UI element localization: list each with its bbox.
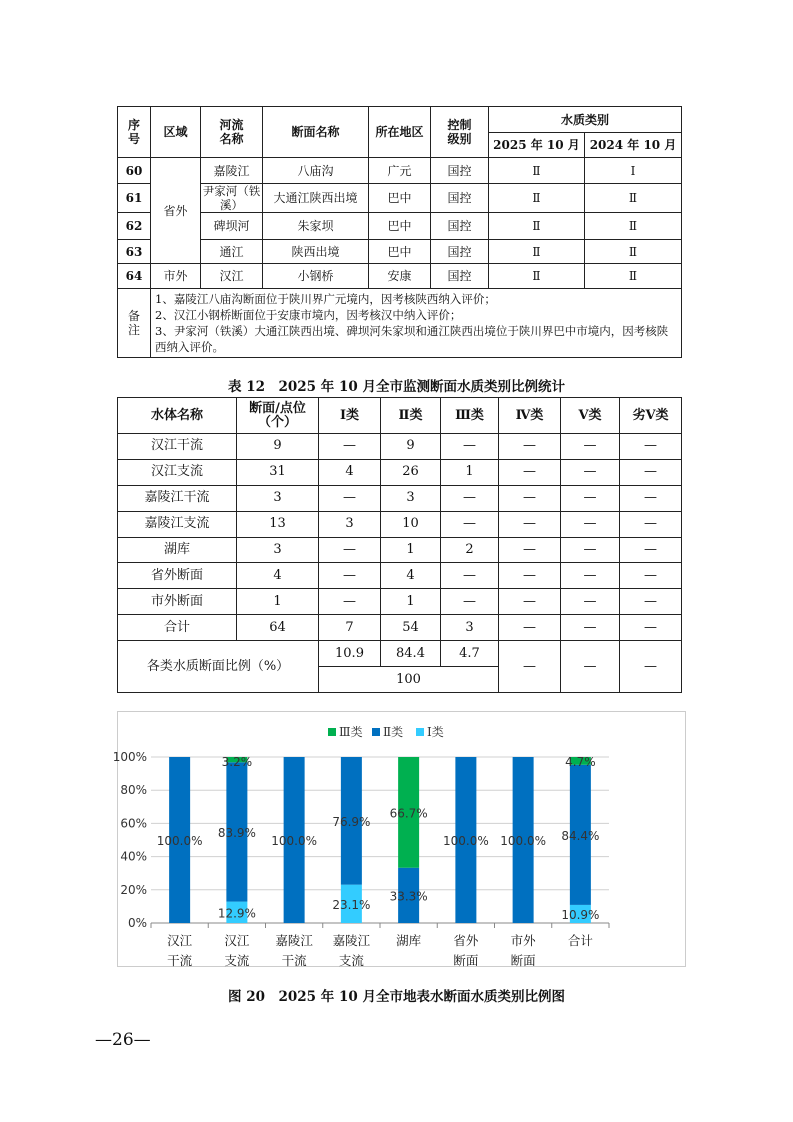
notes <box>151 289 682 358</box>
cell: 3 <box>237 537 319 563</box>
header-level: 控制级别 <box>431 107 489 158</box>
y-tick-label: 80% <box>120 783 147 798</box>
ratio-sum: 100 <box>319 667 499 693</box>
ratio-cell: — <box>620 641 682 693</box>
y-tick-label: 60% <box>120 816 147 831</box>
table-row <box>118 537 682 563</box>
cell-seq: 60 <box>118 158 151 184</box>
cell-q2025: Ⅱ <box>489 184 585 213</box>
table-caption: 表 12 2025 年 10 月全市监测断面水质类别比例统计 <box>228 379 565 395</box>
x-tick-label: 嘉陵江 <box>275 933 313 948</box>
cell-river: 尹家河（铁溪） <box>201 184 263 213</box>
data-label: 100.0% <box>156 834 203 848</box>
cell: — <box>319 537 381 563</box>
cell-q2024: Ⅱ <box>585 240 682 264</box>
ratio-cell: 4.7 <box>441 641 499 667</box>
cell: 1 <box>441 459 499 485</box>
cell-q2024: Ⅰ <box>585 158 682 184</box>
cell: — <box>499 537 561 563</box>
cell: — <box>319 485 381 511</box>
cell: — <box>620 459 682 485</box>
data-label: 3.2% <box>221 755 253 769</box>
header-col: 劣Ⅴ类 <box>620 398 682 434</box>
table-row <box>118 434 682 460</box>
table-row <box>118 459 682 485</box>
note-item: 3、尹家河（铁溪）大通江陕西出境、碑坝河朱家坝和通江陕西出境位于陕川界巴中市境内，因考核陕西纳入评价。 <box>155 324 669 354</box>
legend-label: Ⅰ类 <box>427 725 444 739</box>
cell: 3 <box>237 485 319 511</box>
x-tick-label: 汉江 <box>224 933 250 948</box>
x-tick-label: 市外 <box>510 933 536 948</box>
table-row <box>118 563 682 589</box>
note-item: 2、汉江小钢桥断面位于安康市境内，因考核汉中纳入评价； <box>155 308 462 322</box>
x-tick-label: 湖库 <box>396 933 422 948</box>
header-section: 断面名称 <box>263 107 369 158</box>
data-label: 23.1% <box>332 897 371 912</box>
cell-q2025: Ⅱ <box>489 158 585 184</box>
cell: — <box>620 485 682 511</box>
cell-location: 广元 <box>369 158 431 184</box>
cell: — <box>620 434 682 460</box>
cell: 9 <box>237 434 319 460</box>
cell-section: 朱家坝 <box>263 213 369 240</box>
cell: 64 <box>237 615 319 641</box>
data-label: 100.0% <box>442 834 489 848</box>
notes-label: 备注 <box>118 289 151 358</box>
x-tick-label: 省外 <box>453 933 479 948</box>
ratio-cell: 10.9 <box>319 641 381 667</box>
cell-level: 国控 <box>431 213 489 240</box>
x-tick-label: 支流 <box>224 953 250 968</box>
cell-location: 巴中 <box>369 213 431 240</box>
cell-section: 陕西出境 <box>263 240 369 264</box>
table-row <box>118 158 682 184</box>
cell-q2025: Ⅱ <box>489 213 585 240</box>
cell-section: 大通江陕西出境 <box>263 184 369 213</box>
cell: 4 <box>237 563 319 589</box>
chart-svg <box>112 712 685 968</box>
data-label: 12.9% <box>217 906 256 921</box>
cell-q2024: Ⅱ <box>585 213 682 240</box>
cell: 3 <box>381 485 441 511</box>
cell: — <box>441 485 499 511</box>
ratio-cell: — <box>561 641 620 693</box>
cell-region: 省外 <box>151 158 201 264</box>
y-tick-label: 0% <box>127 916 147 930</box>
x-tick-label: 汉江 <box>167 933 193 948</box>
header-col: Ⅰ类 <box>319 398 381 434</box>
cell: — <box>561 589 620 615</box>
stacked-bar-chart <box>112 711 686 968</box>
cell: 10 <box>381 511 441 537</box>
cell: 3 <box>319 511 381 537</box>
cell: — <box>499 563 561 589</box>
x-tick-label: 干流 <box>167 953 193 968</box>
cell: 省外断面 <box>118 563 237 589</box>
table-row <box>118 485 682 511</box>
cell: 7 <box>319 615 381 641</box>
legend-label: Ⅱ类 <box>383 725 404 739</box>
legend-label: Ⅲ类 <box>339 725 363 739</box>
x-tick-label: 合计 <box>567 933 593 948</box>
table-row <box>118 184 682 213</box>
table-row <box>118 240 682 264</box>
ratio-cell: 84.4 <box>381 641 441 667</box>
cell: — <box>561 511 620 537</box>
cell: 汉江支流 <box>118 459 237 485</box>
cell-level: 国控 <box>431 240 489 264</box>
cell-region: 市外 <box>151 264 201 289</box>
cell-river: 碑坝河 <box>201 213 263 240</box>
cell-location: 安康 <box>369 264 431 289</box>
data-label: 4.7% <box>565 755 596 769</box>
header-location: 所在地区 <box>369 107 431 158</box>
data-label: 76.9% <box>332 814 371 829</box>
ratio-label: 各类水质断面比例（%） <box>118 641 319 693</box>
cell: 合计 <box>118 615 237 641</box>
cell: 9 <box>381 434 441 460</box>
header-quality: 水质类别 <box>489 107 682 133</box>
cell: — <box>561 434 620 460</box>
cell: — <box>319 434 381 460</box>
cell: 1 <box>381 589 441 615</box>
header-col: Ⅱ类 <box>381 398 441 434</box>
cell: 嘉陵江干流 <box>118 485 237 511</box>
header-col: Ⅳ类 <box>499 398 561 434</box>
table-row <box>118 511 682 537</box>
cell: 3 <box>441 615 499 641</box>
cell: — <box>620 537 682 563</box>
y-tick-label: 20% <box>120 882 147 897</box>
cell-level: 国控 <box>431 264 489 289</box>
cell: — <box>441 563 499 589</box>
data-label: 100.0% <box>500 834 547 848</box>
data-label: 66.7% <box>389 806 428 821</box>
cell: 54 <box>381 615 441 641</box>
cell: — <box>620 511 682 537</box>
table-row <box>118 615 682 641</box>
cell: — <box>561 459 620 485</box>
header-2024: 2024 年 10 月 <box>585 133 682 158</box>
cell-q2025: Ⅱ <box>489 240 585 264</box>
cell: 1 <box>381 537 441 563</box>
cell: — <box>561 537 620 563</box>
cell-seq: 64 <box>118 264 151 289</box>
data-label: 100.0% <box>271 834 318 848</box>
cell: — <box>499 459 561 485</box>
cell: — <box>499 434 561 460</box>
legend-swatch <box>416 728 424 736</box>
cell-river: 汉江 <box>201 264 263 289</box>
table-row <box>118 213 682 240</box>
legend-swatch <box>328 728 336 736</box>
cell-q2024: Ⅱ <box>585 184 682 213</box>
cell-seq: 62 <box>118 213 151 240</box>
cell: — <box>319 563 381 589</box>
cell: 湖库 <box>118 537 237 563</box>
cell-location: 巴中 <box>369 184 431 213</box>
quality-ratio-table <box>117 397 682 693</box>
table-row <box>118 264 682 289</box>
cell: 13 <box>237 511 319 537</box>
cell-q2024: Ⅱ <box>585 264 682 289</box>
cell-section: 小钢桥 <box>263 264 369 289</box>
x-tick-label: 断面 <box>453 953 479 968</box>
cell-location: 巴中 <box>369 240 431 264</box>
cell: — <box>499 615 561 641</box>
cell: — <box>620 589 682 615</box>
cell: — <box>441 434 499 460</box>
cell: — <box>499 485 561 511</box>
cell-section: 八庙沟 <box>263 158 369 184</box>
cell-river: 通江 <box>201 240 263 264</box>
cell-seq: 63 <box>118 240 151 264</box>
legend-swatch <box>372 728 380 736</box>
cell: 4 <box>319 459 381 485</box>
table-row <box>118 589 682 615</box>
cell: — <box>441 589 499 615</box>
page-number: —26— <box>95 1030 151 1050</box>
monitoring-sections-table <box>117 106 682 358</box>
x-tick-label: 支流 <box>338 953 364 968</box>
cell: 嘉陵江支流 <box>118 511 237 537</box>
cell: — <box>499 589 561 615</box>
cell: 汉江干流 <box>118 434 237 460</box>
header-seq: 序号 <box>118 107 151 158</box>
cell: — <box>561 485 620 511</box>
cell: — <box>620 615 682 641</box>
header-col: 断面/点位（个） <box>237 398 319 434</box>
header-2025: 2025 年 10 月 <box>489 133 585 158</box>
cell: — <box>620 563 682 589</box>
cell: 市外断面 <box>118 589 237 615</box>
cell-river: 嘉陵江 <box>201 158 263 184</box>
x-tick-label: 干流 <box>281 953 307 968</box>
cell: 4 <box>381 563 441 589</box>
cell: — <box>441 511 499 537</box>
cell: — <box>561 563 620 589</box>
cell: 31 <box>237 459 319 485</box>
note-item: 1、嘉陵江八庙沟断面位于陕川界广元境内，因考核陕西纳入评价； <box>155 292 496 306</box>
cell-level: 国控 <box>431 184 489 213</box>
cell-level: 国控 <box>431 158 489 184</box>
header-col: Ⅴ类 <box>561 398 620 434</box>
y-tick-label: 100% <box>112 750 147 764</box>
data-label: 84.4% <box>561 828 600 843</box>
cell: 1 <box>237 589 319 615</box>
cell-q2025: Ⅱ <box>489 264 585 289</box>
cell: 26 <box>381 459 441 485</box>
header-col: Ⅲ类 <box>441 398 499 434</box>
cell: — <box>561 615 620 641</box>
y-tick-label: 40% <box>120 849 147 864</box>
cell: — <box>319 589 381 615</box>
header-col: 水体名称 <box>118 398 237 434</box>
data-label: 10.9% <box>561 907 600 922</box>
data-label: 83.9% <box>217 825 256 840</box>
cell: — <box>499 511 561 537</box>
header-river: 河流名称 <box>201 107 263 158</box>
x-tick-label: 断面 <box>510 953 536 968</box>
ratio-cell: — <box>499 641 561 693</box>
cell-seq: 61 <box>118 184 151 213</box>
x-tick-label: 嘉陵江 <box>332 933 371 948</box>
figure-caption: 图 20 2025 年 10 月全市地表水断面水质类别比例图 <box>228 989 565 1005</box>
cell: 2 <box>441 537 499 563</box>
data-label: 33.3% <box>389 889 428 904</box>
header-region: 区域 <box>151 107 201 158</box>
